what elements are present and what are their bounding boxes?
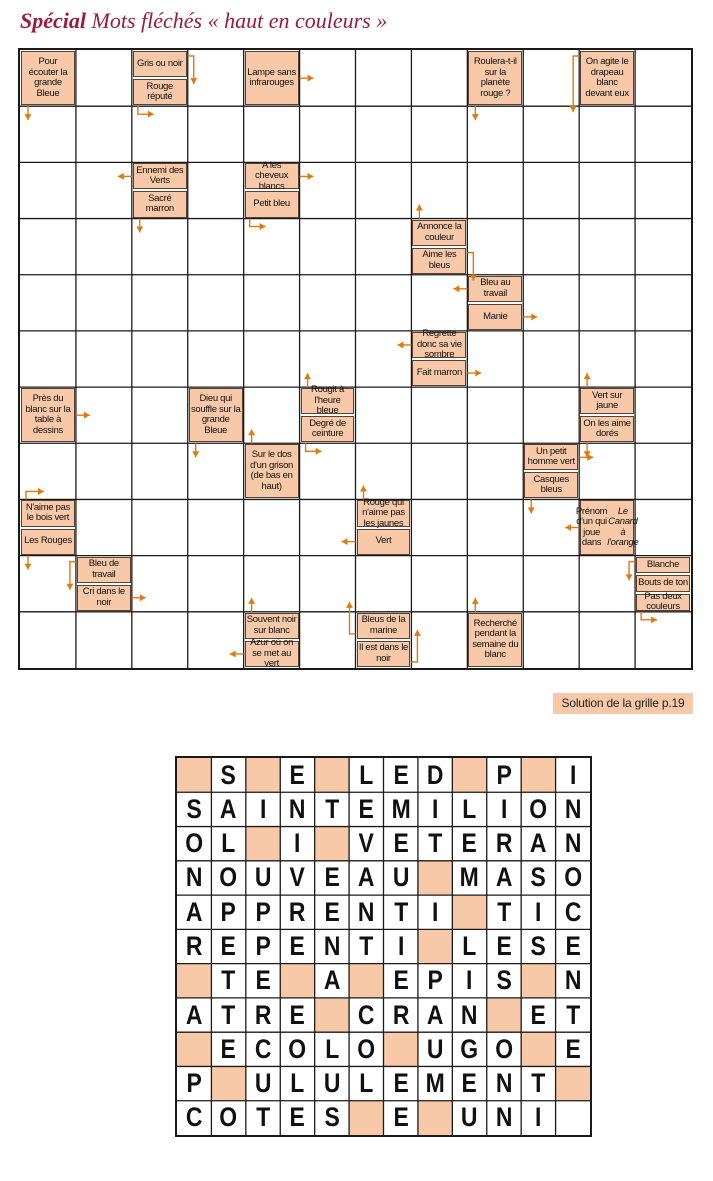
clue-box [468,613,522,667]
solution-letter: L [462,793,477,824]
solution-letter: E [496,930,512,961]
solution-letter: P [427,965,443,996]
clue-text: Petit bleu [253,198,290,210]
solution-letter: P [255,930,271,961]
clue-box [133,191,187,217]
clue-box [524,444,578,470]
solution-letter: T [256,1102,271,1133]
clue-text: Sacré marron [145,192,174,215]
clue-box [468,304,522,330]
solution-letter: L [359,1068,374,1099]
solution-letter: L [221,828,236,859]
solution-letter: E [461,828,478,859]
solution-letter: E [324,896,340,927]
solution-letter: T [221,965,236,996]
clue-text: Ennemi des Verts [136,164,184,187]
clue-box [580,388,634,414]
solution-letter: P [496,759,512,790]
clue-text: Sur le dos d'un grison (de bas en haut) [250,449,294,492]
solution-letter: E [393,828,409,859]
solution-letter: I [535,896,542,927]
clue-text: Degré de ceinture [309,417,346,440]
clue-text: Cri dans le noir [82,586,125,608]
solution-letter: A [357,862,375,893]
solution-letter: A [185,999,203,1030]
clue-text: Il est dans le noir [358,642,409,664]
solution-letter: M [391,793,411,824]
clue-box [245,159,299,192]
clue-text: Fait marron [416,366,462,378]
solution-letter: A [426,999,444,1030]
clue-box [636,590,690,613]
solution-letter: O [495,1033,513,1064]
clue-box [245,637,299,670]
clue-box [575,500,639,554]
clue-italic: Le Canard à l'orange [607,505,639,549]
clue-box [245,613,299,639]
solution-letter: E [393,759,409,790]
solution-letter: N [185,862,203,893]
solution-letter: E [530,999,547,1030]
solution-letter: N [564,793,582,824]
solution-letter: E [255,965,271,996]
solution-letter: E [565,1033,581,1064]
solution-letter: P [186,1068,202,1099]
clue-box [301,416,355,442]
solution-letter: M [425,1068,445,1099]
solution-letter: V [358,828,374,859]
clue-text: Aime les bleus [422,249,457,271]
clue-box [77,585,131,611]
solution-letter: R [289,896,306,927]
solution-letter: P [255,896,271,927]
clue-box [412,328,466,361]
clue-box [357,641,411,667]
clue-box [189,388,243,442]
solution-letter: O [219,862,238,893]
clue-text: Bleus de la marine [361,614,406,636]
solution-letter: S [496,965,512,996]
clue-box [357,613,411,639]
solution-letter: V [289,862,306,893]
clue-box [133,79,187,105]
solution-letter: E [393,965,409,996]
clue-text: Gris ou noir [137,57,183,69]
clue-text: N'aime pas le bois vert [25,501,71,524]
solution-letter: C [564,896,582,927]
clue-text: Pas deux couleurs [644,590,682,613]
solution-letter: N [289,793,306,824]
solution-letter: I [397,930,404,961]
clue-box [580,51,634,105]
clue-text: Bouts de ton [638,577,688,589]
solution-letter: N [564,965,582,996]
solution-letter: A [323,965,341,996]
clue-box [636,575,690,592]
solution-letter: E [289,999,306,1030]
solution-grid-lines [177,758,590,1135]
solution-letter: A [185,896,203,927]
solution-letter: U [323,1068,341,1099]
solution-letter: I [431,793,439,824]
clue-text: Rouge réputé [146,80,174,103]
solution-letter: O [563,862,582,893]
solution-letter: G [460,1033,479,1064]
solution-letter: E [461,1068,478,1099]
clue-text: Recherché pendant la semaine du blanc [472,617,519,661]
clue-text: Bleu de travail [88,558,119,580]
solution-letter: R [185,930,203,961]
solution-letter: T [393,896,408,927]
clue-text: Rougit à l'heure bleue [311,384,345,417]
solution-letter: E [324,862,340,893]
solution-letter: R [392,999,409,1030]
solution-letter: N [564,828,582,859]
clue-box [133,51,187,77]
clue-box [21,51,75,105]
clue-box [636,557,690,574]
solution-letter: E [393,1102,409,1133]
clue-box [524,472,578,498]
solution-letter: N [357,896,375,927]
solution-letter: O [288,1033,307,1064]
solution-note: Solution de la grille p.19 [553,693,693,714]
clue-text: Les Rouges [24,535,72,547]
clue-text: Annonce la couleur [417,221,462,243]
page-title [20,8,387,34]
solution-letter: N [323,930,341,961]
solution-letter: T [359,930,374,961]
solution-letter: C [254,1033,272,1064]
solution-letter: R [495,828,513,859]
clue-box [77,557,131,583]
clue-text: Rouge qui n'aime pas les jaunes [362,496,405,529]
clue-box [412,220,466,246]
solution-letter: S [220,759,237,790]
clue-text: Souvent noir sur blanc [246,614,297,636]
solution-letter: P [220,896,237,927]
crossword-grid [18,48,693,670]
clue-text: Près du blanc sur la table à dessins [25,393,71,436]
solution-letter: U [461,1102,478,1133]
solution-letter: S [186,793,202,824]
solution-letter: I [535,1102,542,1133]
clue-text: Pour écouter la grande Bleue [28,56,68,99]
solution-letter: O [219,1102,238,1133]
solution-letter: O [185,828,204,859]
clue-box [21,500,75,526]
solution-letter: I [259,793,267,824]
clue-box [468,276,522,302]
solution-letter: T [531,1068,546,1099]
clue-text: Roulera-t-il sur la planète rouge ? [473,56,517,99]
solution-letter: E [393,1068,409,1099]
solution-letter: I [500,793,508,824]
solution-letter: L [462,930,477,961]
solution-letter: S [530,930,547,961]
solution-letter: I [569,759,576,790]
clue-box [245,444,299,498]
clue-box [357,496,411,529]
title-rest: Mots fléchés « haut en couleurs » [86,8,388,33]
solution-letter: O [357,1033,376,1064]
clue-text: Vert sur jaune [591,389,623,412]
solution-letter: D [426,759,444,790]
solution-letter: T [565,999,580,1030]
solution-letter: A [530,828,547,859]
clue-box [412,360,466,386]
clue-text: Dieu qui souffle sur la grande Bleue [190,393,241,436]
clue-text: Bleu au travail [480,277,511,299]
solution-letter: S [324,1102,340,1133]
solution-letter: A [495,862,513,893]
clue-text: Manie [483,310,508,322]
solution-letter: E [289,1102,306,1133]
clue-text: Casques bleus [533,473,569,496]
solution-letter: T [496,896,511,927]
solution-letter: T [221,999,236,1030]
solution-letter: U [392,862,409,893]
solution-letter: N [495,1068,513,1099]
clue-box [468,51,522,105]
solution-letter: I [466,965,473,996]
clue-text: Lampe sans infrarouges [247,66,296,89]
clue-box [133,163,187,189]
clue-text: On agite le drapeau blanc devant eux [585,56,629,99]
clue-text: Un petit homme vert [527,445,575,468]
solution-letter: T [324,793,339,824]
solution-letter: C [185,1102,203,1133]
clue-text: Azur où on se met au vert [250,637,294,670]
clue-text: Prénom d'un qui joue dans [575,505,608,549]
solution-letter: I [431,896,439,927]
clue-box [580,416,634,442]
clue-text: A les cheveux blancs [254,159,289,192]
clue-box [21,388,75,442]
clue-box [21,529,75,555]
solution-letter: E [289,930,306,961]
clue-box [245,191,299,217]
solution-letter: U [426,1033,444,1064]
solution-grid [175,756,592,1137]
solution-letter: E [220,1033,237,1064]
clue-box [357,529,411,555]
title-bold: Spécial [20,8,86,33]
clue-box [245,51,299,105]
solution-letter: U [254,1068,272,1099]
solution-letter: U [254,862,272,893]
solution-letter: L [359,759,374,790]
clue-text: On les aime dorés [583,417,631,440]
solution-letter: E [289,759,306,790]
solution-letter: N [461,999,478,1030]
solution-letter: A [220,793,237,824]
solution-letter: S [530,862,547,893]
clue-box [412,248,466,274]
clue-text: Regrette donc sa vie sombre [416,328,462,361]
solution-letter: L [290,1068,305,1099]
solution-letter: T [428,828,443,859]
clue-text: Vert [375,535,392,547]
clue-text: Blanche [646,558,680,570]
solution-letter: E [220,930,237,961]
solution-letter: M [459,862,480,893]
solution-letter: O [529,793,548,824]
solution-letter: E [565,930,581,961]
solution-letter: N [495,1102,513,1133]
solution-letter: I [294,828,301,859]
solution-letter: C [357,999,375,1030]
solution-letter: L [324,1033,339,1064]
solution-letter: R [254,999,272,1030]
clue-box [301,384,355,417]
solution-letter: E [358,793,374,824]
